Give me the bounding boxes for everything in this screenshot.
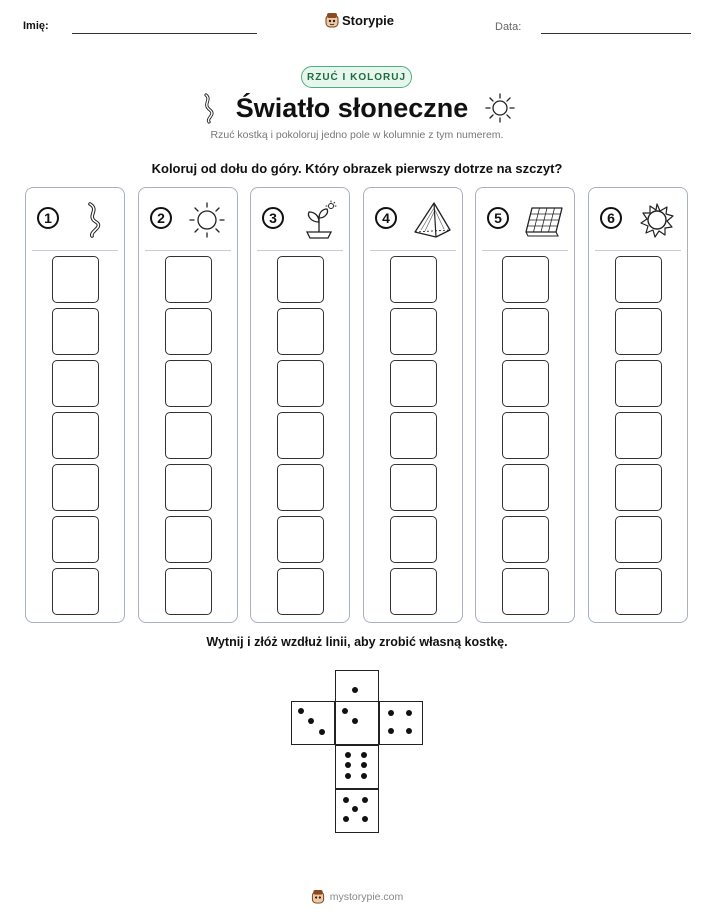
cell-7[interactable] [165,256,212,303]
logo [325,12,394,28]
cell-5[interactable] [390,360,437,407]
date-label: Data: [495,21,522,33]
cell-2[interactable] [277,516,324,563]
die-pip [406,710,412,716]
cell-2[interactable] [52,516,99,563]
name-field[interactable] [72,33,257,34]
sun-icon [187,200,227,240]
footer-site: mystorypie.com [329,890,404,903]
sun-icon [637,200,677,240]
page-title: Światło słoneczne [235,92,469,123]
cell-2[interactable] [615,516,662,563]
cell-1[interactable] [390,568,437,615]
cell-4[interactable] [615,412,662,459]
cell-5[interactable] [52,360,99,407]
column-divider [257,250,343,251]
column-6 [588,187,688,623]
prism-icon [412,200,452,240]
cell-6[interactable] [502,308,549,355]
column-divider [32,250,118,251]
cell-1[interactable] [277,568,324,615]
sun-icon [484,92,516,124]
activity-badge: RZUĆ I KOLORUJ [301,66,412,88]
die-face-4 [379,701,423,745]
column-number: 4 [375,207,397,229]
cell-4[interactable] [502,412,549,459]
cell-3[interactable] [390,464,437,511]
column-number: 1 [37,207,59,229]
sprout-icon [299,200,339,240]
footer [0,889,714,904]
cell-3[interactable] [615,464,662,511]
cell-3[interactable] [277,464,324,511]
cell-3[interactable] [52,464,99,511]
column-number: 2 [150,207,172,229]
cell-1[interactable] [502,568,549,615]
column-1 [25,187,125,623]
name-label: Imię: [23,20,49,32]
column-5 [475,187,575,623]
cell-7[interactable] [615,256,662,303]
coloring-instruction: Koloruj od dołu do góry. Który obrazek pierwszy dotrze na szczyt? [151,161,563,176]
column-3 [250,187,350,623]
die-pip [319,729,325,735]
title-row [0,88,714,128]
die-pip [345,752,351,758]
cell-3[interactable] [502,464,549,511]
cell-5[interactable] [165,360,212,407]
cell-5[interactable] [615,360,662,407]
die-pip [343,797,349,803]
cell-6[interactable] [390,308,437,355]
cell-4[interactable] [165,412,212,459]
die-pip [361,762,367,768]
die-pip [361,773,367,779]
worm-icon [198,92,220,124]
die-pip [361,752,367,758]
cell-6[interactable] [615,308,662,355]
column-divider [482,250,568,251]
cell-4[interactable] [277,412,324,459]
cell-7[interactable] [390,256,437,303]
cell-2[interactable] [165,516,212,563]
column-divider [145,250,231,251]
date-field[interactable] [541,33,691,34]
die-face-3 [291,701,335,745]
die-pip [298,708,304,714]
die-pip [308,718,314,724]
cell-1[interactable] [52,568,99,615]
die-instruction: Wytnij i złóż wzdłuż linii, aby zrobić własną kostkę. [206,635,508,649]
cell-6[interactable] [277,308,324,355]
column-number: 5 [487,207,509,229]
cell-2[interactable] [502,516,549,563]
column-4 [363,187,463,623]
column-number: 3 [262,207,284,229]
solar-panel-icon [524,200,564,240]
die-pip [362,816,368,822]
die-pip [352,718,358,724]
die-pip [352,806,358,812]
cell-3[interactable] [165,464,212,511]
cell-7[interactable] [502,256,549,303]
die-pip [388,728,394,734]
cell-7[interactable] [52,256,99,303]
die-face-6 [335,745,379,789]
cell-1[interactable] [615,568,662,615]
die-pip [388,710,394,716]
die-pip [406,728,412,734]
cell-4[interactable] [390,412,437,459]
die-pip [352,687,358,693]
cell-2[interactable] [390,516,437,563]
cell-4[interactable] [52,412,99,459]
cell-6[interactable] [165,308,212,355]
page-subtitle: Rzuć kostką i pokoloruj jedno pole w kolumnie z tym numerem. [210,129,504,141]
die-pip [345,762,351,768]
die-pip [343,816,349,822]
storypie-logo-icon [311,889,325,904]
column-number: 6 [600,207,622,229]
die-pip [345,773,351,779]
cell-5[interactable] [277,360,324,407]
column-2 [138,187,238,623]
storypie-logo-icon [325,12,339,28]
die-pip [362,797,368,803]
cell-1[interactable] [165,568,212,615]
column-divider [370,250,456,251]
column-divider [595,250,681,251]
cell-6[interactable] [52,308,99,355]
die-face-5 [335,789,379,833]
worm-icon [74,200,114,240]
cell-7[interactable] [277,256,324,303]
die-face-2 [335,701,379,745]
cell-5[interactable] [502,360,549,407]
logo-text: Storypie [342,12,395,28]
die-pip [342,708,348,714]
